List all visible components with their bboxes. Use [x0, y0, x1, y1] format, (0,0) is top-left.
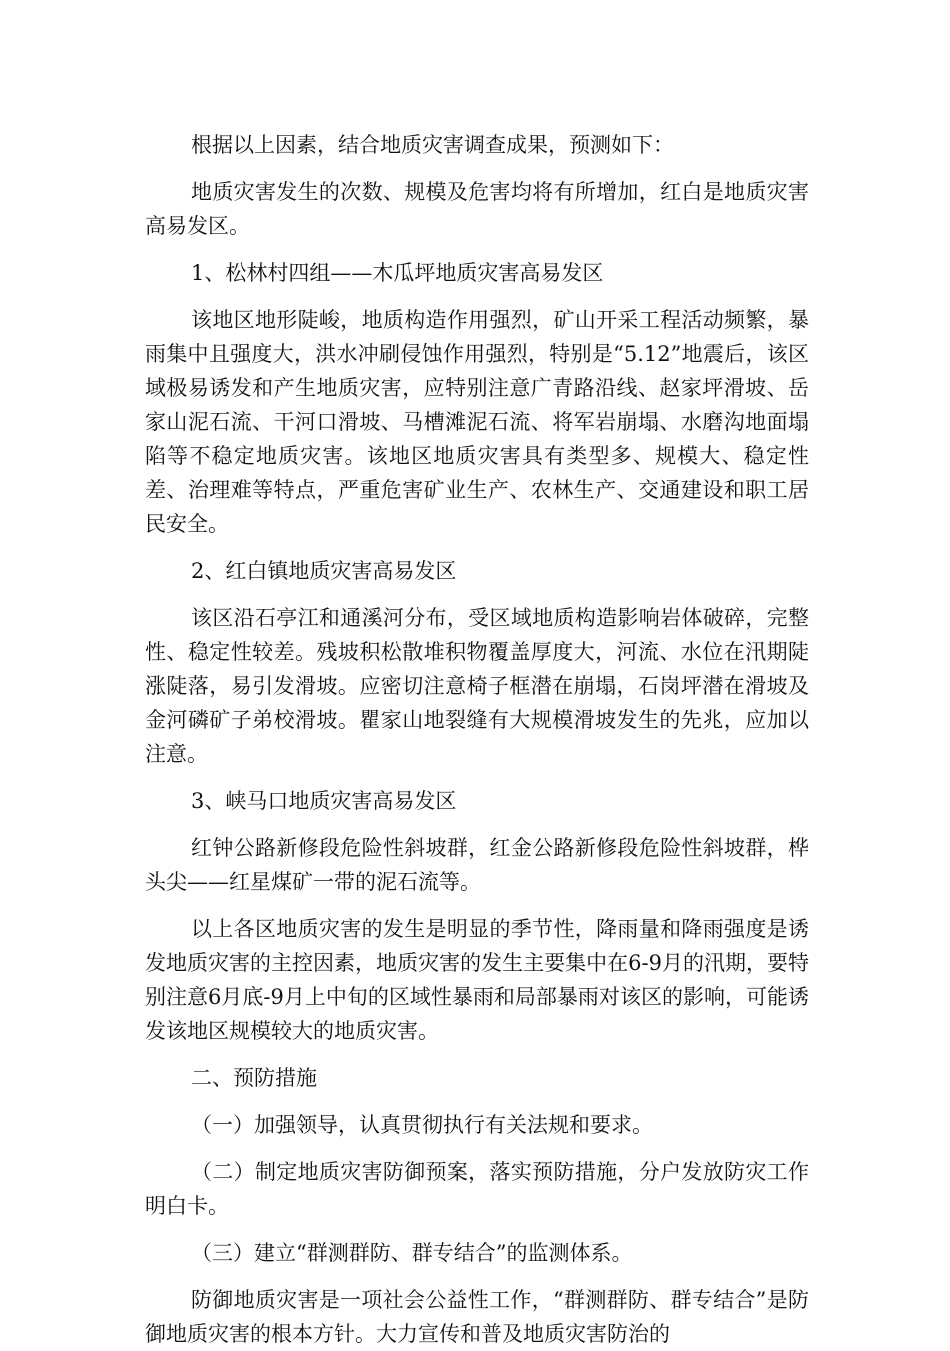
hongbai-paragraph: 该区沿石亭江和通溪河分布，受区域地质构造影响岩体破碎，完整性、稳定性较差。残坡积松散堆积物覆盖厚度大，河流、水位在汛期陡涨陡落，易引发滑坡。应密切注意椅子框潜在崩塌，石岗坪潜在滑坡及金河磷矿子弟校滑坡。瞿家山地裂缝有大规模滑坡发生的先兆，应加以注意。: [145, 606, 809, 766]
monitoring-paragraph: 防御地质灾害是一项社会公益性工作，“群测群防、群专结合”是防御地质灾害的根本方针。大力宣传和普及地质灾害防治的: [145, 1288, 809, 1346]
measure-item-3: （三）建立“群测群防、群专结合”的监测体系。: [191, 1241, 633, 1265]
prevention-heading: 二、预防措施: [191, 1066, 317, 1090]
section-heading-xiamakou: 3、峡马口地质灾害高易发区: [191, 789, 457, 813]
forecast-paragraph: 地质灾害发生的次数、规模及危害均将有所增加，红白是地质灾害高易发区。: [145, 180, 809, 238]
measure-item-1: （一）加强领导，认真贯彻执行有关法规和要求。: [191, 1113, 653, 1137]
songlin-paragraph: 该地区地形陡峻，地质构造作用强烈，矿山开采工程活动频繁，暴雨集中且强度大，洪水冲刷侵蚀作用强烈，特别是“5.12”地震后，该区域极易诱发和产生地质灾害，应特别注意广青路沿线、赵家坪滑坡、岳家山泥石流、干河口滑坡、马槽滩泥石流、将军岩崩塌、水磨沟地面塌陷等不稳定地质灾害。该地区地质灾害具有类型多、规模大、稳定性差、治理难等特点，严重危害矿业生产、农林生产、交通建设和职工居民安全。: [145, 308, 809, 536]
section-heading-hongbai: 2、红白镇地质灾害高易发区: [191, 559, 457, 583]
section-heading-songlin: 1、松林村四组——木瓜坪地质灾害高易发区: [191, 261, 604, 285]
document-page: [145, 128, 809, 1351]
intro-paragraph: 根据以上因素，结合地质灾害调查成果，预测如下：: [191, 133, 674, 157]
seasonality-paragraph: 以上各区地质灾害的发生是明显的季节性，降雨量和降雨强度是诱发地质灾害的主控因素，地质灾害的发生主要集中在6-9月的汛期，要特别注意6月底-9月上中旬的区域性暴雨和局部暴雨对该区的影响，可能诱发该地区规模较大的地质灾害。: [145, 917, 809, 1043]
xiamakou-paragraph: 红钟公路新修段危险性斜坡群，红金公路新修段危险性斜坡群，桦头尖——红星煤矿一带的泥石流等。: [145, 836, 809, 894]
measure-item-2: （二）制定地质灾害防御预案，落实预防措施，分户发放防灾工作明白卡。: [145, 1160, 809, 1218]
